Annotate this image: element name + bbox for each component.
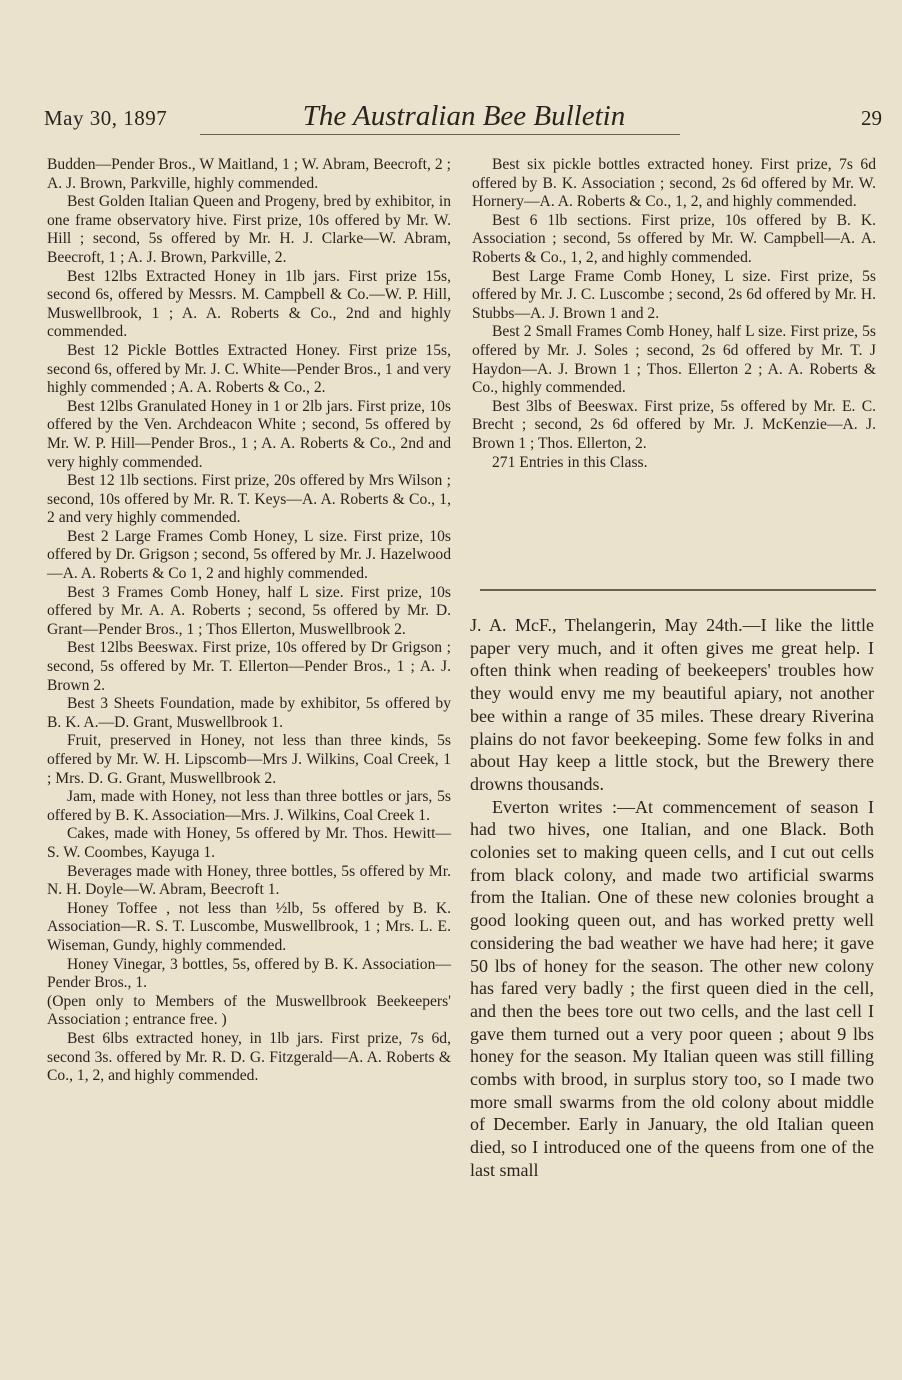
paragraph: Fruit, preserved in Honey, not less than three kinds, 5s offered by Mr. W. H. Lipscomb—Mrs J. Wilkins, Coal Creek, 1 ; Mrs. D. G. Grant, Muswellbrook 2.	[47, 732, 451, 787]
right-column-letter	[470, 614, 874, 1182]
paragraph: Honey Vinegar, 3 bottles, 5s, offered by B. K. Association—Pender Bros., 1.	[47, 955, 451, 992]
section-divider	[480, 589, 876, 591]
paragraph: Best 3lbs of Beeswax. First prize, 5s offered by Mr. E. C. Brecht ; second, 2s 6d offered by Mr. J. McKenzie—A. J. Brown 1 ; Thos. Ellerton, 2.	[472, 397, 876, 452]
paragraph: Best six pickle bottles extracted honey. First prize, 7s 6d offered by B. K. Association ; second, 2s 6d offered by Mr. W. Hornery—A. A. Roberts & Co., 1, 2, and highly commended.	[472, 156, 876, 211]
paragraph: J. A. McF., Thelangerin, May 24th.—I like the little paper very much, and it often gives me great help. I often think when reading of beekeepers' troubles how they would envy me my beautiful apiary, not another bee within a range of 35 miles. These dreary Riverina plains do not favor beekeeping. Some few folks in and about Hay keep a little stock, but the Brewery there drowns thousands.	[470, 615, 874, 794]
publication-title: The Australian Bee Bulletin	[302, 100, 626, 132]
paragraph: Best 3 Sheets Foundation, made by exhibitor, 5s offered by B. K. A.—D. Grant, Muswellbrook 1.	[47, 695, 451, 731]
issue-date: May 30, 1897	[44, 106, 168, 130]
paragraph: Best Large Frame Comb Honey, L size. First prize, 5s offered by Mr. J. C. Luscombe ; second, 2s 6d offered by Mr. H. Stubbs—A. J. Brown 1 and 2.	[472, 267, 876, 322]
paragraph: Honey Toffee , not less than ½lb, 5s offered by B. K. Association—R. S. T. Luscombe, Muswellbrook, 1 ; Mrs. L. E. Wiseman, Gundy, highly commended.	[47, 899, 451, 954]
header-rule	[200, 134, 680, 135]
paragraph: Beverages made with Honey, three bottles, 5s offered by Mr. N. H. Doyle—W. Abram, Beecroft 1.	[47, 862, 451, 899]
paragraph: Best 6 1lb sections. First prize, 10s offered by B. K. Association ; second, 5s offered by Mr. W. Campbell—A. A. Roberts & Co., 1, 2, and highly commended.	[472, 211, 876, 266]
paragraph: (Open only to Members of the Muswellbrook Beekeepers' Association ; entrance free. )	[47, 992, 451, 1029]
paragraph: Best 12lbs Extracted Honey in 1lb jars. First prize 15s, second 6s, offered by Messrs. M. Campbell & Co.—W. P. Hill, Muswellbrook, 1 ; A. A. Roberts & Co., 2nd and highly commended.	[47, 267, 451, 341]
right-column-top	[472, 156, 876, 472]
page-number: 29	[861, 106, 882, 130]
paragraph: Best 2 Small Frames Comb Honey, half L size. First prize, 5s offered by Mr. J. Soles ; second, 2s 6d offered by Mr. T. J Haydon—A. J. Brown 1 ; Thos. Ellerton 2 ; A. A. Roberts & Co., highly commended.	[472, 323, 876, 397]
paragraph: Best 12 1lb sections. First prize, 20s offered by Mrs Wilson ; second, 10s offered by Mr. R. T. Keys—A. A. Roberts & Co., 1, 2 and very highly commended.	[47, 472, 451, 527]
paragraph: Best 12 Pickle Bottles Extracted Honey. First prize 15s, second 6s, offered by Mr. J. C. White—Pender Bros., 1 and very highly commended ; A. A. Roberts & Co., 2.	[47, 341, 451, 397]
paragraph: Best 2 Large Frames Comb Honey, L size. First prize, 10s offered by Dr. Grigson ; second, 5s offered by Mr. J. Hazelwood—A. A. Roberts & Co 1, 2 and highly commended.	[47, 527, 451, 583]
paragraph: Cakes, made with Honey, 5s offered by Mr. Thos. Hewitt—S. W. Coombes, Kayuga 1.	[47, 825, 451, 861]
paragraph: Best 3 Frames Comb Honey, half L size. First prize, 10s offered by Mr. A. A. Roberts ; second, 5s offered by Mr. D. Grant—Pender Bros., 1 ; Thos Ellerton, Muswellbrook 2.	[47, 583, 451, 638]
paragraph: Best 12lbs Granulated Honey in 1 or 2lb jars. First prize, 10s offered by the Ven. Archdeacon White ; second, 5s offered by Mr. W. P. Hill—Pender Bros., 1 ; A. A. Roberts & Co., 2nd and very highly commended.	[47, 397, 451, 471]
paragraph: Budden—Pender Bros., W Maitland, 1 ; W. Abram, Beecroft, 2 ; A. J. Brown, Parkville, highly commended.	[47, 156, 451, 192]
left-column	[47, 156, 451, 1086]
paragraph: Everton writes :—At commencement of season I had two hives, one Italian, and one Black. Both colonies set to making queen cells, and I cut out cells from black colony, and made two artificial swarms from the Italian. One of these new colonies brought a good looking queen out, and has worked pretty well considering the bad weather we have had here; it gave 50 lbs of honey for the season. The other new colony has fared very badly ; the first queen died in the cell, and then the bees tore out two cells, and the last cell I gave them turned out a very poor queen ; about 9 lbs honey for the season. My Italian queen was still filling combs with brood, in surplus story too, so I made two more small swarms from the old colony about middle of December. Early in January, the old Italian queen died, so I introduced one of the queens from one of the last small	[470, 796, 874, 1180]
paragraph: Best Golden Italian Queen and Progeny, bred by exhibitor, in one frame observatory hive. First prize, 10s offered by Mr. W. Hill ; second, 5s offered by Mr. H. J. Clarke—W. Abram, Beecroft, 1 ; A. J. Brown, Parkville, 2.	[47, 193, 451, 266]
page-header	[44, 100, 884, 136]
paragraph: Best 12lbs Beeswax. First prize, 10s offered by Dr Grigson ; second, 5s offered by Mr. T. Ellerton—Pender Bros., 1 ; A. J. Brown 2.	[47, 639, 451, 694]
paragraph: Best 6lbs extracted honey, in 1lb jars. First prize, 7s 6d, second 3s. offered by Mr. R. D. G. Fitzgerald—A. A. Roberts & Co., 1, 2, and highly commended.	[47, 1029, 451, 1085]
paragraph: 271 Entries in this Class.	[492, 453, 648, 471]
paragraph: Jam, made with Honey, not less than three bottles or jars, 5s offered by B. K. Association—Mrs. J. Wilkins, Coal Creek 1.	[47, 788, 451, 824]
